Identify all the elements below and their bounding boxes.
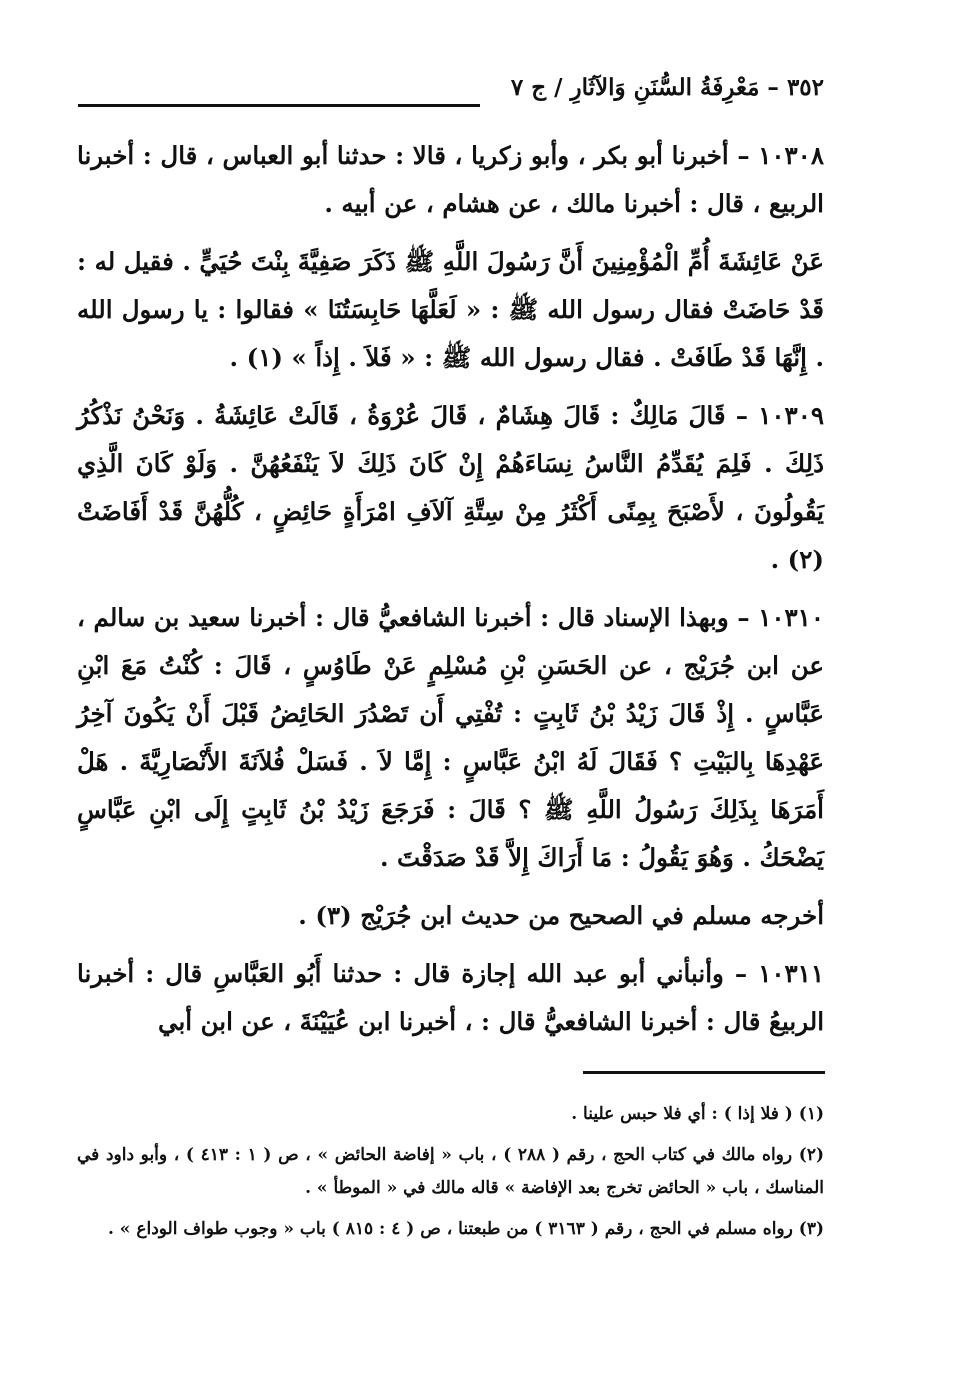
takhrij-text: أخرجه مسلم في الصحيح من حديث ابن جُرَيْج (٣) . [298, 901, 824, 930]
hadith-number: ١٠٣١١ [758, 959, 824, 988]
hadith-paragraph-4 [77, 950, 824, 1046]
hadith-paragraph-1 [77, 132, 824, 228]
running-head: ٣٥٢ – مَعْرِفَةُ السُّنَنِ وَالآثَارِ / ج ٧ [510, 74, 824, 101]
hadith-paragraph-2 [77, 392, 824, 584]
hadith-number: ١٠٣٠٩ [758, 401, 825, 430]
footnote-rule [583, 1071, 825, 1074]
main-text [77, 132, 824, 1056]
hadith-text: عَنْ عَائِشَةَ أُمِّ الْمُؤْمِنِينَ أَنَّ رَسُولَ اللَّهِ ﷺ ذَكَرَ صَفِيَّةَ بِنْتَ حُيَيٍّ . فقيل له : قَدْ حَاضَتْ فقال رسول الله ﷺ : « لَعَلَّهَا حَابِسَتُنَا » فقالوا : يا رسول الله . إِنَّهَا قَدْ طَافَتْ . فقال رسول الله ﷺ : « فَلاَ . إِذاً » (١) . [77, 247, 824, 372]
hadith-text: – وأنبأني أبو عبد الله إجازة قال : حدثنا أَبُو العَبَّاسِ قال : أخبرنا الربيعُ قال : أخبرنا الشافعيُّ قال : ، أخبرنا ابن عُيَيْنَةَ ، عن ابن أبي [77, 959, 824, 1036]
hadith-text: – أخبرنا أبو بكر ، وأبو زكريا ، قالا : حدثنا أبو العباس ، قال : أخبرنا الربيع ، قال : أخبرنا مالك ، عن هشام ، عن أبيه . [77, 141, 824, 218]
footnote-1: (١) ( فلا إذا ) : أي فلا حبس علينا . [571, 1104, 824, 1124]
footnote-2: (٢) رواه مالك في كتاب الحج ، رقم ( ٢٨٨ ) ، باب « إفاضة الحائض » ، ص ( ١ : ٤١٣ ) ، وأبو داود في المناسك ، باب « الحائض تخرج بعد الإفاضة » قاله مالك في « الموطأ » . [77, 1145, 824, 1198]
takhrij-note [77, 892, 824, 940]
footnote-3: (٣) رواه مسلم في الحج ، رقم ( ٣١٦٣ ) من طبعتنا ، ص ( ٤ : ٨١٥ ) باب « وجوب طواف الوداع » . [107, 1219, 824, 1239]
hadith-text: – قَالَ مَالِكٌ : قَالَ هِشَامٌ ، قَالَ عُرْوَةُ ، قَالَتْ عَائِشَةُ . وَنَحْنُ نَذْكُرُ ذَلِكَ . فَلِمَ يُقَدِّمُ النَّاسُ نِسَاءَهُمْ إِنْ كَانَ ذَلِكَ لاَ يَنْفَعُهُنَّ . وَلَوْ كَانَ الَّذِي يَقُولُونَ ، لأَصْبَحَ بِمِنًى أَكْثَرُ مِنْ سِتَّةِ آلاَفِ امْرَأَةٍ حَائِضٍ ، كُلُّهُنَّ قَدْ أَفَاضَتْ (٢) . [77, 401, 824, 574]
footnotes [77, 1098, 824, 1254]
hadith-paragraph-3 [77, 594, 824, 882]
hadith-text: – وبهذا الإسناد قال : أخبرنا الشافعيُّ قال : أخبرنا سعيد بن سالم ، عن ابن جُرَيْج ، عن الحَسَنِ بْنِ مُسْلِمٍ عَنْ طَاوُسٍ ، قَالَ : كُنْتُ مَعَ ابْنِ عَبَّاسٍ . إِذْ قَالَ زَيْدُ بْنُ ثَابِتٍ : تُفْتِي أَن تَصْدُرَ الحَائِضُ قَبْلَ أَنْ يَكُونَ آخِرُ عَهْدِهَا بِالبَيْتِ ؟ فَقَالَ لَهُ ابْنُ عَبَّاسٍ : إِمَّا لاَ . فَسَلْ فُلاَنَةَ الأَنْصَارِيَّةَ . هَلْ أَمَرَهَا بِذَلِكَ رَسُولُ اللَّهِ ﷺ ؟ قَالَ : فَرَجَعَ زَيْدُ بْنُ ثَابِتٍ إِلَى ابْنِ عَبَّاسٍ يَضْحَكُ . وَهُوَ يَقُولُ : مَا أَرَاكَ إِلاَّ قَدْ صَدَقْتَ . [77, 603, 824, 872]
header-rule [78, 104, 480, 107]
hadith-number: ١٠٣٠٨ [758, 141, 824, 170]
hadith-number: ١٠٣١٠ [758, 603, 824, 632]
hadith-matn-1 [77, 238, 824, 382]
